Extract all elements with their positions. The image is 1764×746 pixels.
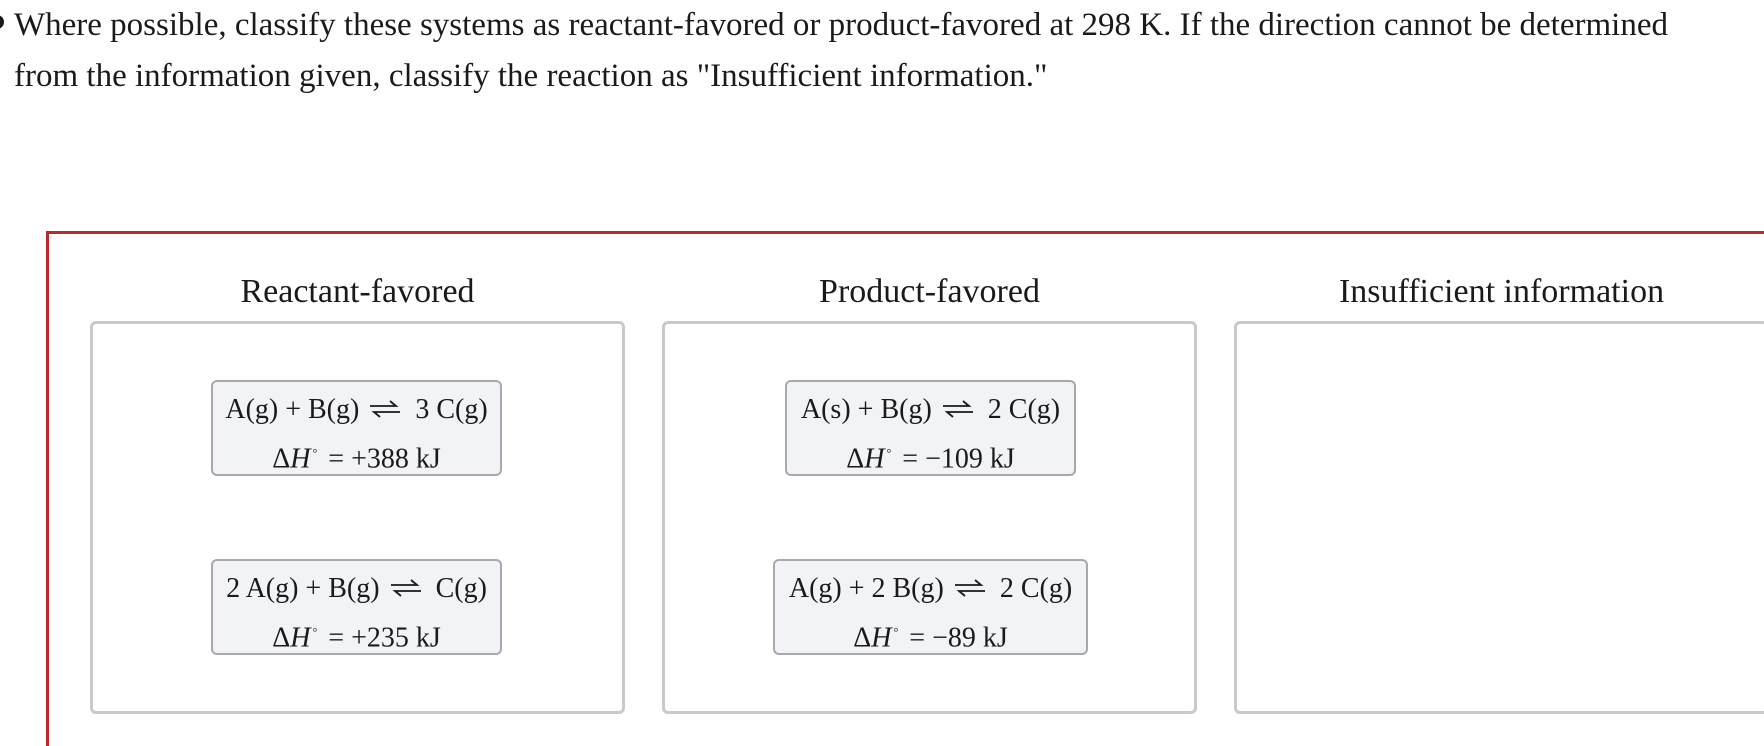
delta-h-label: ΔH [853,622,892,654]
delta-h-value: = −89 kJ [909,622,1008,654]
delta-h-value: = +388 kJ [328,443,441,475]
drag-drop-area [46,231,1764,746]
question-text [14,0,1764,102]
delta-h-label: ΔH [272,443,311,475]
reactants: 2 A(g) + B(g) [226,573,380,604]
drop-zone-reactant-favored[interactable] [90,321,625,714]
drop-zone-product-favored[interactable] [662,321,1197,714]
delta-h-value: = +235 kJ [328,622,441,654]
reaction-card[interactable] [211,380,502,476]
reaction-equation [213,571,500,607]
enthalpy-change [775,614,1086,656]
reaction-card[interactable] [773,559,1088,655]
reaction-card[interactable] [211,559,502,655]
standard-state-degree-icon: ° [312,625,318,639]
products: 2 C(g) [987,394,1061,425]
enthalpy-change [787,435,1074,477]
bin-title: Product-favored [819,273,1040,310]
products: 2 C(g) [999,573,1073,604]
products: C(g) [435,573,487,604]
standard-state-degree-icon: ° [893,625,899,639]
enthalpy-change [213,435,500,477]
drop-zone-insufficient-information[interactable] [1234,321,1764,714]
delta-h-value: = −109 kJ [902,443,1015,475]
equilibrium-arrows-icon [953,578,987,598]
products: 3 C(g) [415,394,488,425]
reactants: A(g) + B(g) [225,394,360,425]
reaction-equation [787,392,1074,428]
reaction-equation [213,392,500,428]
bin-insufficient-information [1234,234,1764,734]
delta-h-label: ΔH [846,443,885,475]
reaction-card[interactable] [785,380,1076,476]
standard-state-degree-icon: ° [312,446,318,460]
equilibrium-arrows-icon [389,578,423,598]
equilibrium-arrows-icon [368,399,402,419]
question-line-1: Where possible, classify these systems as reactant-favored or product-favored at 298 K. If the direction cannot be determined [14,7,1668,43]
delta-h-label: ΔH [272,622,311,654]
reactants: A(g) + 2 B(g) [788,573,944,604]
reaction-equation [775,571,1086,607]
bin-title: Insufficient information [1338,273,1665,310]
bin-product-favored [662,234,1197,734]
equilibrium-arrows-icon [941,399,975,419]
enthalpy-change [213,614,500,656]
question-bullet-icon [0,15,4,29]
question-line-2: from the information given, classify the reaction as "Insufficient information." [14,58,1048,94]
bin-title: Reactant-favored [240,273,475,310]
bin-reactant-favored [90,234,625,734]
reactants: A(s) + B(g) [800,394,932,425]
standard-state-degree-icon: ° [886,446,892,460]
